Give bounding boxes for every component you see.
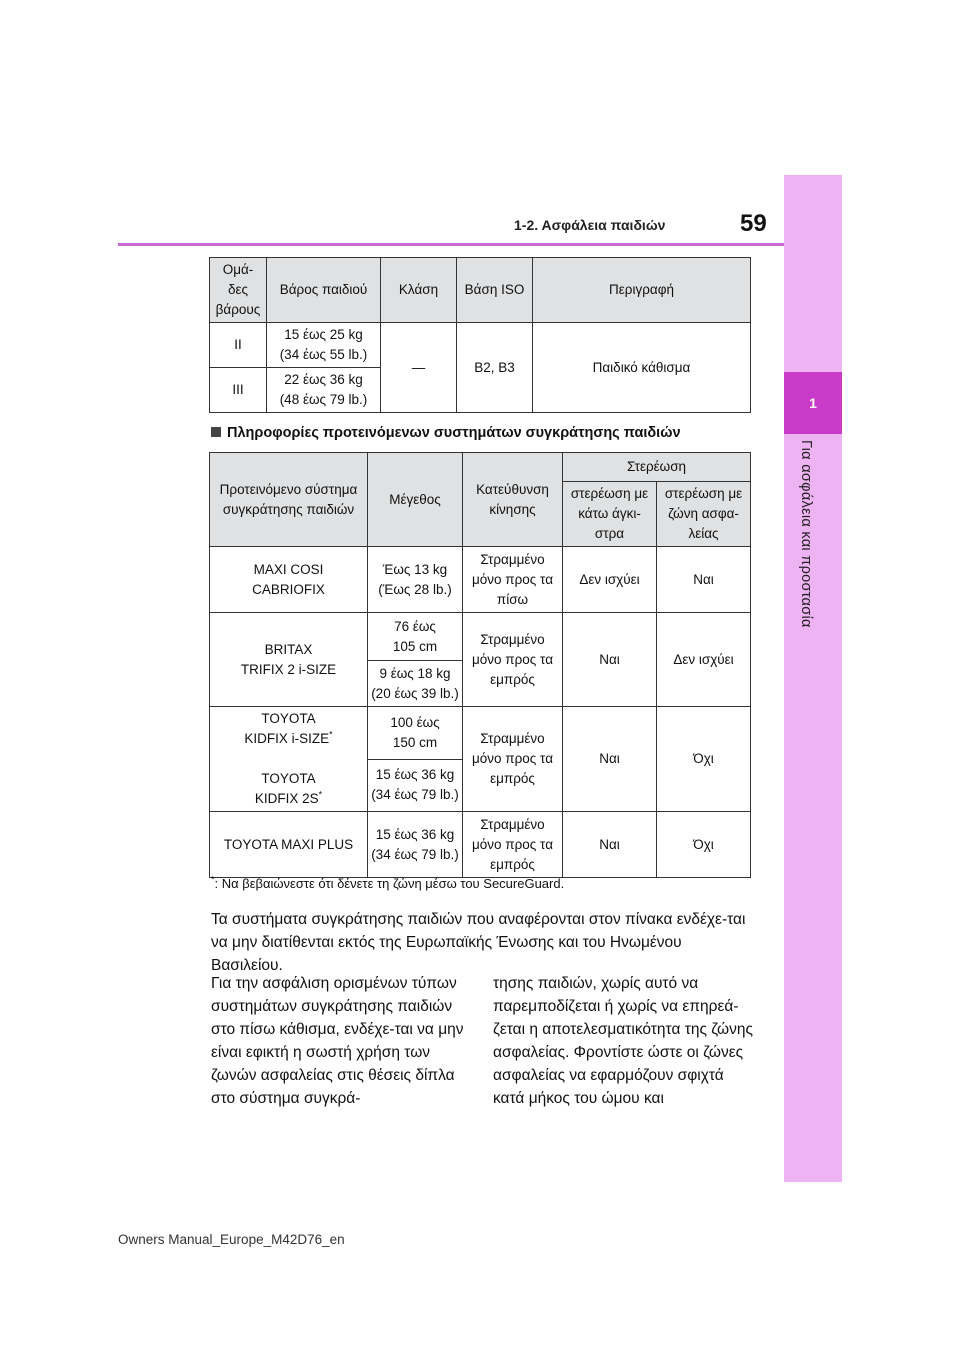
footer-text: Owners Manual_Europe_M42D76_en (118, 1232, 345, 1247)
system-cell: TOYOTA MAXI PLUS (210, 812, 368, 878)
header-iso-base: Βάση ISO (457, 258, 533, 323)
direction-cell: Στραμμένο μόνο προς τα εμπρός (463, 707, 563, 812)
group-cell: II (210, 323, 267, 368)
body-column-right: τησης παιδιών, χωρίς αυτό να παρεμποδίζεται ή χωρίς να επηρεά-ζεται η αποτελεσματικότητα της ζώνης ασφαλείας. Φροντίστε ώστε οι ζώνες ασφαλείας να εφαρμόζουν σφιχτά κατά μήκος του ώμου και (493, 975, 753, 1107)
direction-cell: Στραμμένο μόνο προς τα εμπρός (463, 613, 563, 707)
belt-cell: Ναι (657, 547, 751, 613)
size-cell: 100 έως 150 cm (368, 707, 463, 760)
table-row (210, 812, 751, 878)
footnote: *: Να βεβαιώνεστε ότι δένετε τη ζώνη μέσω του SecureGuard. (211, 874, 565, 891)
header-system: Προτεινόμενο σύστημα συγκράτησης παιδιών (210, 453, 368, 547)
group-cell: III (210, 368, 267, 413)
belt-cell: Δεν ισχύει (657, 613, 751, 707)
lower-cell: Ναι (563, 707, 657, 812)
size-cell: 15 έως 36 kg (34 έως 79 lb.) (368, 812, 463, 878)
system-cell: TOYOTA KIDFIX i-SIZE* TOYOTA KIDFIX 2S* (210, 707, 368, 812)
header-description: Περιγραφή (533, 258, 751, 323)
weight-cell: 15 έως 25 kg (34 έως 55 lb.) (267, 323, 381, 368)
body-column-left: Για την ασφάλιση ορισμένων τύπων συστημάτων συγκράτησης παιδιών στο πίσω κάθισμα, ενδέχε-ται να μην είναι εφικτή η σωστή χρήση των ζωνών ασφαλείας στις θέσεις δίπλα στο σύστημα συγκρά- (211, 975, 464, 1107)
header-child-weight: Βάρος παιδιού (267, 258, 381, 323)
class-cell: — (381, 323, 457, 413)
header-fixing-lower: στερέωση με κάτω άγκι-στρα (563, 482, 657, 547)
description-cell: Παιδικό κάθισμα (533, 323, 751, 413)
table-row (210, 547, 751, 613)
header-fixing: Στερέωση (563, 453, 751, 482)
header-fixing-belt: στερέωση με ζώνη ασφα-λείας (657, 482, 751, 547)
header-direction: Κατεύθυνση κίνησης (463, 453, 563, 547)
page-number: 59 (740, 210, 767, 237)
lower-cell: Δεν ισχύει (563, 547, 657, 613)
subheading: Πληροφορίες προτεινόμενων συστημάτων συγκράτησης παιδιών (211, 425, 681, 441)
belt-cell: Όχι (657, 812, 751, 878)
header-size: Μέγεθος (368, 453, 463, 547)
header-class: Κλάση (381, 258, 457, 323)
iso-cell: B2, B3 (457, 323, 533, 413)
belt-cell: Όχι (657, 707, 751, 812)
system-cell: MAXI COSI CABRIOFIX (210, 547, 368, 613)
direction-cell: Στραμμένο μόνο προς τα πίσω (463, 547, 563, 613)
header-weight-group: Ομά-δες βάρους (210, 258, 267, 323)
table-row (210, 707, 751, 760)
square-bullet-icon (211, 427, 221, 437)
section-title: 1-2. Ασφάλεια παιδιών (514, 217, 666, 233)
recommended-seats-table (209, 452, 751, 878)
chapter-title: Για ασφάλεια και προστασία (798, 440, 814, 628)
size-cell: 15 έως 36 kg (34 έως 79 lb.) (368, 759, 463, 812)
body-paragraph: Τα συστήματα συγκράτησης παιδιών που αναφέρονται στον πίνακα ενδέχε-ται να μην διατίθενται εκτός της Ευρωπαϊκής Ένωσης και του Ηνωμένου Βασιλείου. (211, 911, 746, 974)
lower-cell: Ναι (563, 812, 657, 878)
header-rule (118, 243, 784, 246)
system-cell: BRITAX TRIFIX 2 i-SIZE (210, 613, 368, 707)
direction-cell: Στραμμένο μόνο προς τα εμπρός (463, 812, 563, 878)
table-row (210, 613, 751, 661)
chapter-sidebar (784, 175, 842, 1182)
lower-cell: Ναι (563, 613, 657, 707)
table-row (210, 323, 751, 368)
weight-cell: 22 έως 36 kg (48 έως 79 lb.) (267, 368, 381, 413)
chapter-tab[interactable]: 1 (784, 372, 842, 434)
size-cell: Έως 13 kg (Έως 28 lb.) (368, 547, 463, 613)
size-cell: 76 έως 105 cm (368, 613, 463, 661)
size-cell: 9 έως 18 kg (20 έως 39 lb.) (368, 661, 463, 707)
weight-group-table (209, 257, 751, 413)
